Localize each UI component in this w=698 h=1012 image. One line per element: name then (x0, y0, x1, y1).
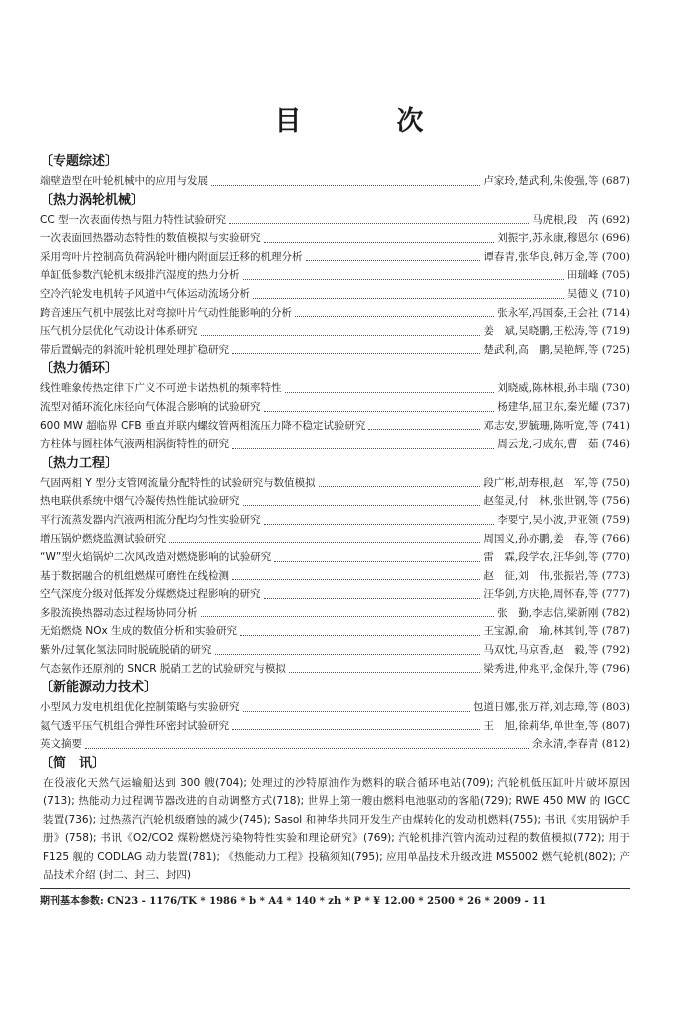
authors-page: 雷 霖,段学农,汪华剑,等 (770) (483, 551, 630, 564)
authors-page: 邓志安,罗毓珊,陈听宽,等 (741) (483, 419, 630, 432)
toc-entry[interactable] (40, 585, 630, 604)
authors-page: 赵玺灵,付 林,张世钢,等 (756) (483, 495, 630, 508)
toc-entry[interactable] (40, 717, 630, 736)
toc-entry[interactable] (40, 229, 630, 248)
authors-page: 马双忱,马京香,赵 毅,等 (792) (483, 644, 630, 657)
toc-entry[interactable] (40, 211, 630, 230)
authors-page: 马虎根,段 芮 (692) (532, 213, 630, 226)
section-heading: 〔新能源动力技术〕 (40, 680, 158, 696)
authors-page: 杨建华,屈卫东,秦光耀 (737) (497, 400, 630, 413)
toc-entry[interactable] (40, 735, 630, 754)
article-title: 端壁造型在叶轮机械中的应用与发展 (40, 175, 208, 187)
leader-dots (169, 530, 480, 544)
leader-dots (368, 417, 480, 431)
toc-entry[interactable] (40, 172, 630, 191)
leader-dots (253, 285, 564, 299)
journal-parameters: 期刊基本参数: CN23 - 1176/TK * 1986 * b * A4 * 140 * zh * P * ¥ 12.00 * 2500 * 26 * 2009 - 11 (40, 896, 547, 907)
authors-page: 刘振宇,苏永康,穆恩尔 (696) (497, 232, 630, 245)
article-title: 空冷汽轮发电机转子风道中气体运动流场分析 (40, 287, 250, 300)
article-title: 平行流蒸发器内汽液两相流分配均匀性实验研究 (40, 513, 261, 526)
authors-page: 包道日娜,张万祥,刘志璋,等 (803) (472, 701, 630, 714)
article-title: CC 型一次表面传热与阻力特性试验研究 (40, 213, 226, 226)
article-title: 线性唯象传热定律下广义不可逆卡诺热机的频率特性 (40, 382, 282, 395)
toc-entry[interactable] (40, 604, 630, 623)
article-title: 热电联供系统中烟气冷凝传热性能试验研究 (40, 495, 240, 508)
article-title: 空气深度分级对低挥发分煤燃烧过程影响的研究 (40, 588, 261, 601)
article-title: 流型对循环流化床径向气体混合影响的试验研究 (40, 400, 261, 413)
leader-dots (229, 211, 529, 225)
article-title: 600 MW 超临界 CFB 垂直并联内螺纹管两相流压力降不稳定试验研究 (40, 419, 366, 432)
toc-entry[interactable] (40, 398, 630, 417)
leader-dots (264, 398, 495, 412)
authors-page: 王 旭,徐莉华,单世奎,等 (807) (483, 719, 630, 732)
authors-page: 田瑞峰 (705) (566, 269, 630, 282)
toc-entry[interactable] (40, 474, 630, 493)
article-title: 紫外/过氧化氢法同时脱硫脱硝的研究 (40, 644, 212, 657)
article-title: 采用弯叶片控制高负荷涡轮叶栅内附面层迁移的机理分析 (40, 250, 303, 263)
leader-dots (211, 172, 480, 186)
page-title: 目 次 (274, 106, 458, 137)
section-heading: 〔专题综述〕 (40, 154, 119, 169)
toc-entry[interactable] (40, 417, 630, 436)
leader-dots (319, 474, 481, 488)
article-title: 一次表面回热器动态特性的数值模拟与实验研究 (40, 232, 261, 245)
news-text: 在役液化天然气运输船达到 300 艘(704); 处理过的沙特原油作为燃料的联合循环电站(709); 汽轮机低压缸叶片破坏原因(713); 热能动力过程调节器改进的自动调整方式(718); 世界上第一艘由燃料电池驱动的客船(729); RWE 450 MW 的 IGCC 装置(736); 过热蒸汽汽轮机级磨蚀的减少(745); Sasol 和神华共同开发生产由煤转化的发动机燃料(755); 书讯《实用锅炉手册》(758); 书讯《O2/CO2 煤粉燃烧污染物特性实验和理论研究》(769); 汽轮机排汽管内流动过程的数值模拟(772); 用于 F125 舰的 CODLAG 动力装置(781); 《热能动力工程》投稿须知(795); 应用单晶技术升级改进 MS5002 燃气轮机(802); 产品技术介绍 (封二、封三、封四) (43, 777, 630, 882)
authors-page: 张永军,冯国泰,王会社 (714) (497, 306, 630, 319)
leader-dots (85, 735, 529, 749)
toc-entry[interactable] (40, 435, 630, 454)
authors-page: 段广彬,胡寿根,赵 军,等 (750) (483, 476, 630, 489)
article-title: 方柱体与圆柱体气液两相涡街特性的研究 (40, 438, 229, 451)
authors-page: 楚武利,高 鹏,吴艳辉,等 (725) (483, 343, 630, 356)
article-title: 无焰燃烧 NOx 生成的数值分析和实验研究 (40, 625, 238, 638)
leader-dots (274, 548, 480, 562)
article-title: 压气机分层优化气动设计体系研究 (40, 325, 198, 338)
authors-page: 王宝源,俞 瑜,林其钊,等 (787) (483, 625, 630, 638)
authors-page: 梁秀进,仲兆平,金保升,等 (796) (483, 662, 630, 675)
article-title: 跨音速压气机中展弦比对弯掠叶片气动性能影响的分析 (40, 306, 292, 319)
leader-dots (243, 492, 481, 506)
authors-page: 刘晓威,陈林根,孙丰瑞 (730) (497, 382, 630, 395)
toc-entry[interactable] (40, 492, 630, 511)
authors-page: 姜 斌,吴晓鹏,王松涛,等 (719) (483, 325, 630, 338)
leader-dots (243, 266, 564, 280)
leader-dots (215, 641, 481, 655)
authors-page: 赵 征,刘 伟,张振岩,等 (773) (483, 569, 630, 582)
article-title: 基于数据融合的机组燃煤可磨性在线检测 (40, 569, 229, 582)
article-title: 英文摘要 (40, 738, 82, 751)
authors-page: 周云龙,刁成东,曹 茹 (746) (497, 438, 630, 451)
news-heading: 〔简 讯〕 (40, 756, 106, 772)
leader-dots (232, 567, 480, 581)
toc-entry[interactable] (40, 322, 630, 341)
toc-entry[interactable] (40, 379, 630, 398)
authors-page: 周国义,孙亦鹏,姜 春,等 (766) (483, 532, 630, 545)
toc-entry[interactable] (40, 285, 630, 304)
article-title: 氦气透平压气机组合弹性环密封试验研究 (40, 719, 229, 732)
authors-page: 卢家玲,楚武利,朱俊强,等 (687) (483, 175, 630, 187)
authors-page: 余永清,李春青 (812) (532, 738, 630, 751)
leader-dots (289, 660, 481, 674)
authors-page: 吴德义 (710) (566, 287, 630, 300)
leader-dots (243, 698, 470, 712)
section-heading: 〔热力循环〕 (40, 361, 119, 377)
toc-entry[interactable] (40, 341, 630, 360)
toc-entry[interactable] (40, 248, 630, 267)
leader-dots (264, 229, 495, 243)
article-title: 气态氨作还原剂的 SNCR 脱硝工艺的试验研究与模拟 (40, 662, 286, 675)
article-title: 单缸低参数汽轮机末级排汽湿度的热力分析 (40, 269, 240, 282)
toc-entry[interactable] (40, 530, 630, 549)
article-title: 气固两相 Y 型分支管网流量分配特性的试验研究与数值模拟 (40, 476, 316, 489)
leader-dots (232, 341, 480, 355)
authors-page: 汪华剑,方庆艳,周怀春,等 (777) (483, 588, 630, 601)
authors-page: 张 勤,李志信,梁新刚 (782) (497, 606, 630, 619)
leader-dots (306, 248, 481, 262)
leader-dots (240, 622, 480, 636)
toc-entry[interactable] (40, 698, 630, 717)
toc-entry[interactable] (40, 622, 630, 641)
table-of-contents (40, 152, 630, 884)
leader-dots (232, 435, 494, 449)
article-title: 小型风力发电机组优化控制策略与实验研究 (40, 701, 240, 714)
toc-entry[interactable] (40, 304, 630, 323)
article-title: “W”型火焰锅炉二次风改造对燃烧影响的试验研究 (40, 551, 272, 564)
section-heading: 〔热力工程〕 (40, 455, 119, 471)
article-title: 带后置蜗壳的斜流叶轮机理处理扩稳研究 (40, 343, 229, 356)
authors-page: 李要宁,吴小波,尹亚领 (759) (497, 513, 630, 526)
authors-page: 谭春青,张华良,韩万金,等 (700) (483, 250, 630, 263)
toc-entry[interactable] (40, 511, 630, 530)
section-heading: 〔热力涡轮机械〕 (40, 192, 145, 208)
leader-dots (201, 322, 481, 336)
footer-divider (40, 888, 630, 889)
leader-dots (232, 717, 480, 731)
leader-dots (264, 585, 481, 599)
article-title: 增压锅炉燃烧监测试验研究 (40, 532, 166, 545)
leader-dots (264, 511, 495, 525)
leader-dots (295, 304, 494, 318)
toc-entry[interactable] (40, 641, 630, 660)
toc-entry[interactable] (40, 567, 630, 586)
article-title: 多股流换热器动态过程场协同分析 (40, 606, 198, 619)
leader-dots (201, 604, 495, 618)
toc-entry[interactable] (40, 660, 630, 679)
toc-entry[interactable] (40, 266, 630, 285)
leader-dots (285, 379, 495, 393)
toc-entry[interactable] (40, 548, 630, 567)
